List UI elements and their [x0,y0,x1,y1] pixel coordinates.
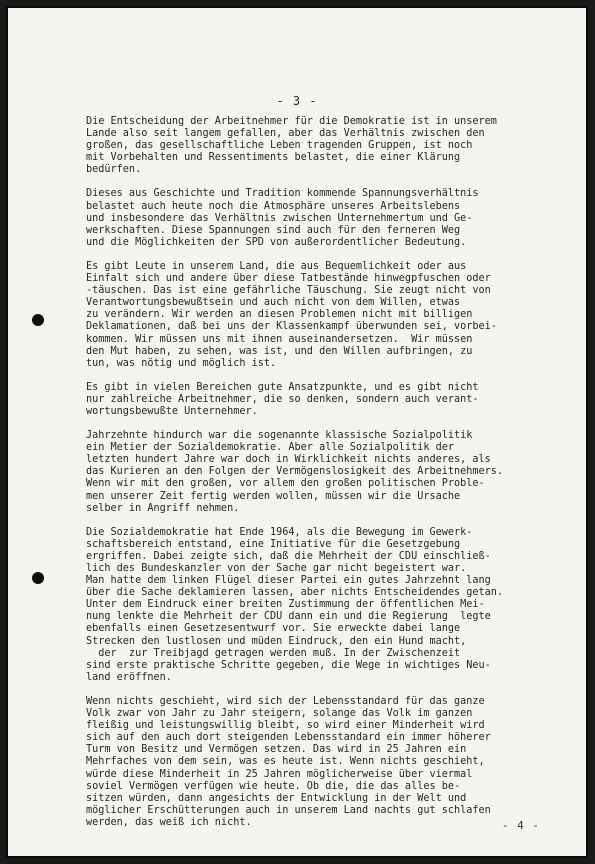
text-line: fleißig und leistungswillig bleibt, so wird einer Minderheit wird [86,720,485,732]
text-line: Wenn wir mit den großen, vor allem den großen politischen Proble- [86,478,485,490]
text-line: wortungsbewußte Unternehmer. [86,405,258,417]
text-line: Jahrzehnte hindurch war die sogenannte klassische Sozialpolitik [86,430,473,442]
text-line: Dieses aus Geschichte und Tradition kommende Spannungsverhältnis [86,188,479,200]
text-line: tun, was nötig und möglich ist. [86,357,277,369]
text-line: Es gibt Leute in unserem Land, die aus Bequemlichkeit oder aus [86,260,467,272]
document-page [6,6,588,858]
text-line: werkschaften. Diese Spannungen sind auch für den ferneren Weg [86,224,461,236]
text-line: lich des Bundeskanzler von der Sache gar nicht begeistert war. [86,563,467,574]
text-line: Unter dem Eindruck einer breiten Zustimmung der öffentlichen Mei- [86,599,485,611]
text-line: belastet auch heute noch die Atmosphäre unseres Arbeitslebens [86,200,461,212]
text-line: -täuschen. Das ist eine gefährliche Täuschung. Sie zeugt nicht von [86,285,491,297]
text-line: nur zahlreiche Arbeitnehmer, die so denken, sondern auch verant- [86,393,479,405]
text-line: mit Vorbehalten und Ressentiments belastet, die einer Klärung [86,152,461,164]
text-line: der zur Treibjagd getragen werden muß. In der Zwischenzeit [86,647,461,659]
text-line: möglicher Erschütterungen auch in unserem Land nachts gut schlafen [86,804,491,816]
text-line: ebenfalls einen Gesetzesentwurf vor. Sie erweckte dabei lange [86,623,461,635]
text-line: sind erste praktische Schritte gegeben, die Wege in wichtiges Neu- [86,659,491,671]
text-line: ergriffen. Dabei zeigte sich, daß die Mehrheit der CDU einschließ- [86,550,491,562]
text-line: und die Möglichkeiten der SPD von außerordentlicher Bedeutung. [86,236,467,248]
text-line: sich auf den auch dort steigenden Lebensstandard ein immer höherer [86,732,491,744]
text-line: über die Sache deklamieren lassen, aber nichts Entscheidendes getan. [86,587,504,599]
page-number: - 3 - [276,94,318,108]
text-line: Es gibt in vielen Bereichen gute Ansatzpunkte, und es gibt nicht [86,381,479,393]
text-line: würde diese Minderheit in 25 Jahren möglicherweise über viermal [86,768,473,780]
text-line: Mehrfaches von dem sein, was es heute ist. Wenn nichts geschieht, [86,756,485,768]
text-line: großen, das gesellschaftliche Leben tragenden Gruppen, ist noch [86,140,473,152]
paragraph [86,527,566,684]
text-line: men unserer Zeit fertig werden wollen, müssen wir die Ursache [86,490,461,502]
paragraph [86,188,566,248]
text-line: Einfalt sich und andere über diese Tatbestände hinwegpfuschen oder [86,273,491,285]
paragraph [86,261,566,370]
text-line: das Kurieren an den Folgen der Vermögenslosigkeit des Arbeitnehmers. [86,466,504,478]
text-line: Man hatte dem linken Flügel dieser Partei ein gutes Jahrzehnt lang [86,575,491,587]
text-line: zu verändern. Wir werden an diesen Problemen nicht mit billigen [86,309,473,321]
text-line: Verantwortungsbewußtsein und auch nicht von dem Willen, etwas [86,297,461,309]
text-line: Deklamationen, daß bei uns der Klassenkampf überwunden sei, vorbei- [86,321,497,333]
body-text [86,116,566,841]
text-line: sitzen würden, dann angesichts der Entwicklung in der Welt und [86,792,467,804]
paragraph [86,116,566,176]
text-line: Die Entscheidung der Arbeitnehmer für die Demokratie ist in unserem [86,116,497,127]
text-line: Die Sozialdemokratie hat Ende 1964, als die Bewegung im Gewerk- [86,526,473,538]
paragraph [86,382,566,418]
text-line: Volk zwar von Jahr zu Jahr steigern, solange das Volk im ganzen [86,708,473,720]
text-line: Strecken den lustlosen und müden Eindruck, den ein Hund macht, [86,635,467,647]
next-page-marker: - 4 - [501,819,540,832]
text-line: Wenn nichts geschieht, wird sich der Lebensstandard für das ganze [86,695,485,707]
text-line: Lande also seit langem gefallen, aber das Verhältnis zwischen den [86,128,485,140]
text-line: werden, das weiß ich nicht. [86,816,252,828]
text-line: Turm von Besitz und Vermögen setzen. Das wird in 25 Jahren ein [86,744,467,756]
paragraph [86,696,566,829]
text-line: kommen. Wir müssen uns mit ihnen auseinandersetzen. Wir müssen [86,333,473,345]
paragraph [86,430,566,515]
text-line: und insbesondere das Verhältnis zwischen Unternehmertum und Ge- [86,212,473,224]
punch-hole-top [32,314,44,326]
text-line: ein Metier der Sozialdemokratie. Aber alle Sozialpolitik der [86,442,455,454]
text-line: schaftsbereich entstand, eine Initiative für die Gesetzgebung [86,538,461,550]
text-line: bedürfen. [86,164,142,176]
text-line: nung lenkte die Mehrheit der CDU dann ein und die Regierung legte [86,611,491,623]
text-line: soviel Vermögen verfügen wie heute. Ob die, die das alles be- [86,780,461,792]
text-line: selber in Angriff nehmen. [86,502,240,514]
text-line: den Mut haben, zu sehen, was ist, und den Willen aufbringen, zu [86,345,473,357]
punch-hole-bottom [32,572,44,584]
text-line: land eröffnen. [86,671,172,683]
text-line: letzten hundert Jahre war doch in Wirklichkeit nichts anderes, als [86,454,491,466]
